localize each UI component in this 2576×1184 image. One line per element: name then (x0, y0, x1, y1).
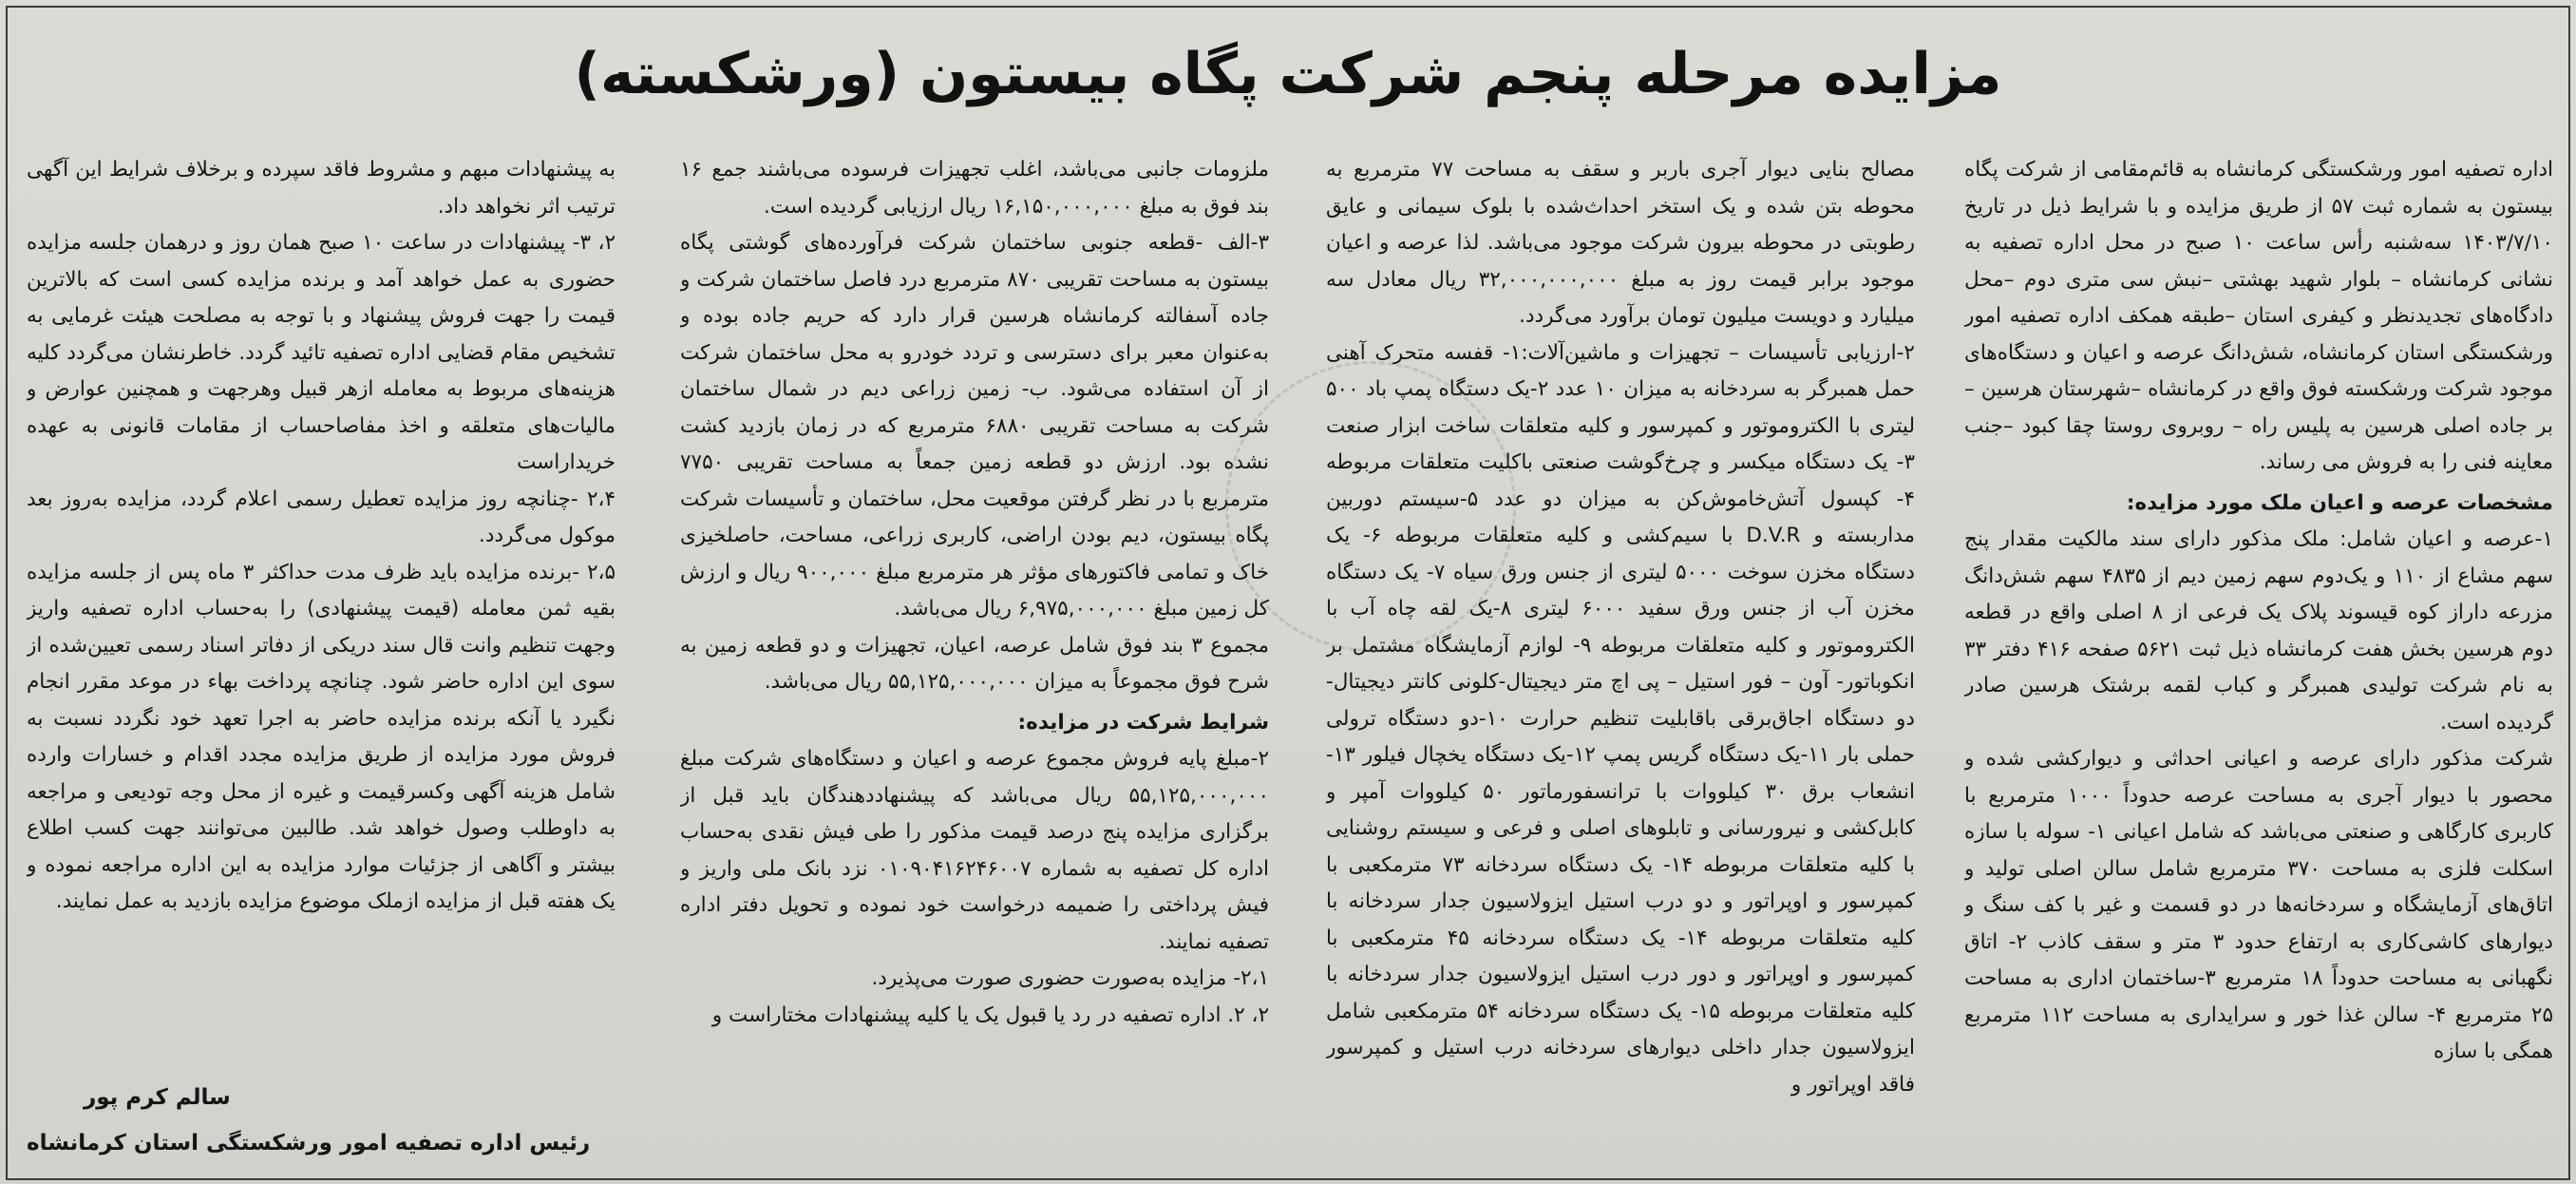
intro-paragraph: اداره تصفیه امور ورشکستگی کرمانشاه به قائم‌مقامی از شرکت پگاه بیستون به شماره ثبت ۵۷ از طریق مزایده و با شرایط ذیل در تاریخ ۱۴۰۳/۷/۱۰ سه‌شنبه رأس ساعت ۱۰ صبح در محل اداره تصفیه به نشانی کرمانشاه – بلوار شهید بهشتی –نبش سی متری دوم –محل دادگاه‌های تجدیدنظر و کیفری استان –طبقه همکف اداره تصفیه امور ورشکستگی استان کرمانشاه، شش‌دانگ عرصه و اعیان و دستگاه‌های موجود شرکت ورشکسته فوق واقع در کرمانشاه –شهرستان هرسین – بر جاده اصلی هرسین به پلیس راه – روبروی روستا چقا کبود –جنب معاینه فنی را به فروش می رساند. (1964, 158, 2553, 474)
signatory-name: سالم کرم پور (84, 1085, 231, 1110)
signatory-title: رئیس اداره تصفیه امور ورشکستگی استان کرمانشاه (27, 1131, 591, 1155)
grand-total-paragraph: مجموع ۳ بند فوق شامل عرصه، اعیان، تجهیزات و دو قطعه زمین به شرح فوق مجموعاً به میزان ۵۵,۱۲۵,۰۰۰,۰۰۰ ریال می‌باشد. (680, 633, 1269, 694)
vague-offers-paragraph: به پیشنهادات مبهم و مشروط فاقد سپرده و برخلاف شرایط این آگهی ترتیب اثر نخواهد داد. (27, 158, 616, 219)
column-4 (27, 152, 616, 1178)
column-2 (1326, 152, 1915, 1178)
conditions-heading: شرایط شرکت در مزایده: (1017, 710, 1269, 735)
column-3 (680, 152, 1269, 1178)
auction-title: مزایده مرحله پنجم شرکت پگاه بیستون (ورشکسته) (574, 41, 2002, 107)
land-plots-paragraph: ۳-الف -قطعه جنوبی ساختمان شرکت فرآورده‌های گوشتی پگاه بیستون به مساحت تقریبی ۸۷۰ مترمربع درد فاصل ساختمان شرکت و جاده آسفالته کرمانشاه هرسین قرار دارد که حریم جاده بوده و به‌عنوان معبر برای دسترسی و تردد خودرو به محل ساختمان شرکت از آن استفاده می‌شود. ب- زمین زراعی دیم در شمال ساختمان شرکت به مساحت تقریبی ۶۸۸۰ مترمربع که در زمان بازدید کشت نشده بود. ارزش دو قطعه زمین جمعاً به مساحت تقریبی ۷۷۵۰ مترمربع با در نظر گرفتن موقعیت محل، ساختمان و تأسیسات شرکت پگاه بیستون، دیم بودن اراضی، کاربری زراعی، مساحت، حاصلخیزی خاک و تمامی فاکتورهای مؤثر هر مترمربع مبلغ ۹۰۰,۰۰۰ ریال و ارزش کل زمین مبلغ ۶,۹۷۵,۰۰۰,۰۰۰ ریال می‌باشد. (680, 231, 1269, 621)
base-price-paragraph: ۲-مبلغ پایه فروش مجموع عرصه و اعیان و دستگاه‌های شرکت مبلغ ۵۵,۱۲۵,۰۰۰,۰۰۰ ریال می‌باشد که پیشنهاددهندگان باید قبل از برگزاری مزایده پنج درصد قیمت مذکور را طی فیش نقدی به‌حساب اداره کل تصفیه به شماره ۰۱۰۹۰۴۱۶۲۴۶۰۰۷ نزد بانک ملی واریز و فیش پرداختی را ضمیمه درخواست خود نموده و تحویل دفتر اداره تصفیه نمایند. (680, 747, 1269, 954)
opening-offers-paragraph: ۲، ۳- پیشنهادات در ساعت ۱۰ صبح همان روز و درهمان جلسه مزایده حضوری به عمل خواهد آمد و برنده مزایده کسی است که بالاترین قیمت را جهت فروش پیشنهاد و با توجه به مصلحت هیئت غرمایی به تشخیص مقام قضایی اداره تصفیه تائید گردد. خاطرنشان می‌گردد کلیه هزینه‌های مربوط به معامله ازهر قبیل وهرجهت و همچنین عوارض و مالیات‌های متعلقه و اخذ مفاصاحساب از مقامات قانونی به عهده خریداراست (27, 231, 616, 474)
equipment-list-paragraph: ۲-ارزیابی تأسیسات – تجهیزات و ماشین‌آلات:۱- قفسه متحرک آهنی حمل همبرگر به سردخانه به میزان ۱۰ عدد ۲-یک دستگاه پمپ باد ۵۰۰ لیتری با الکتروموتور و کمپرسور و کلیه متعلقات ساخت ابزار صنعت ۳- یک دستگاه میکسر و چرخ‌گوشت صنعتی باکلیت متعلقات مربوطه ۴- کپسول آتش‌خاموش‌کن به میزان دو عدد ۵-سیستم دوربین مداربسته و D.V.R با سیم‌کشی و کلیه متعلقات مربوطه ۶- یک دستگاه مخزن سوخت ۵۰۰۰ لیتری از جنس ورق سیاه ۷- یک دستگاه مخزن آب از جنس ورق سفید ۶۰۰۰ لیتری ۸-یک لقه چاه آب با الکتروموتور و کلیه متعلقات مربوطه ۹- لوازم آزمایشگاه مشتمل بر انکوباتور- آون – فور استیل – پی اچ متر دیجیتال-کلونی کانتر دیجیتال- دو دستگاه اجاق‌برقی باقابلیت تنظیم حرارت ۱۰-دو دستگاه ترولی حملی بار ۱۱-یک دستگاه گریس پمپ ۱۲-یک دستگاه یخچال فیلور ۱۳- انشعاب برق ۳۰ کیلووات با ترانسفورماتور ۵۰ کیلووات آمپر و کابل‌کشی و نیرورسانی و تابلوهای اصلی و فرعی و سیستم روشنایی با کلیه متعلقات مربوطه ۱۴- یک دستگاه سردخانه ۷۳ مترمکعبی با کمپرسور و اوپراتور و دو درب استیل ایزولاسیون جدار سردخانه با کلیه متعلقات مربوطه ۱۴- یک دستگاه سردخانه ۴۵ مترمکعبی با کمپرسور و اوپراتور و دور درب استیل ایزولاسیون جدار سردخانه با کلیه متعلقات مربوطه ۱۵- یک دستگاه سردخانه ۵۴ مترمکعبی شامل ایزولاسیون جدار داخلی دیوارهای سردخانه درب استیل و کمپرسور فاقد اوپراتور و (1326, 340, 1915, 1097)
property-specs-heading: مشخصات عرصه و اعیان ملک مورد مزایده: (2126, 490, 2553, 515)
buildings-description-paragraph: شرکت مذکور دارای عرصه و اعیانی احداثی و دیوارکشی شده و محصور با دیوار آجری به مساحت عرصه حدوداً ۱۰۰۰ مترمربع با کاربری کارگاهی و صنعتی می‌باشد که شامل اعیانی ۱- سوله با سازه اسکلت فلزی به مساحت ۳۷۰ مترمربع شامل سالن اصلی تولید و اتاق‌های آزمایشگاه و سردخانه‌ها در دو قسمت و غیر با کف سنگ و دیوارهای کاشی‌کاری به ارتفاع حدود ۳ متر و سقف کاذب ۲- اتاق نگهبانی به مساحت حدوداً ۱۸ مترمربع ۳-ساختمان اداری به مساحت ۲۵ مترمربع ۴- سالن غذا خور و سرایداری به مساحت ۱۱۲ مترمربع همگی با سازه (1964, 747, 2553, 1063)
valuation-paragraph: مصالح بنایی دیوار آجری باربر و سقف به مساحت ۷۷ مترمربع به محوطه بتن شده و یک استخر احداث‌شده با بلوک سیمانی و عایق رطوبتی در محوطه بیرون شرکت موجود می‌باشد. لذا عرصه و اعیان موجود برابر قیمت روز به مبلغ ۳۲,۰۰۰,۰۰۰,۰۰۰ ریال معادل سه میلیارد و دویست میلیون تومان برآورد می‌گردد. (1326, 158, 1915, 328)
land-description-paragraph: ۱-عرصه و اعیان شامل: ملک مذکور دارای سند مالکیت مقدار پنج سهم مشاع از ۱۱۰ و یک‌دوم سهم زمین دیم از ۴۸۳۵ سهم شش‌دانگ مزرعه داراز کوه قیسوند پلاک یک فرعی از ۸ اصلی واقع در قطعه دوم هرسین بخش هفت کرمانشاه ذیل ثبت ۵۶۲۱ صفحه ۴۱۶ دفتر ۳۳ به نام شرکت تولیدی همبرگر و کباب لقمه برشتک هرسین صادر گردیده است. (1964, 527, 2553, 735)
in-person-paragraph: ۲،۱- مزایده به‌صورت حضوری صورت می‌پذیرد. (871, 966, 1269, 990)
column-1 (1964, 152, 2553, 1178)
equipment-total-paragraph: ملزومات جانبی می‌باشد، اغلب تجهیزات فرسوده می‌باشند جمع ۱۶ بند فوق به مبلغ ۱۶,۱۵۰,۰۰۰,۰۰۰ ریال ارزیابی گردیده است. (680, 158, 1269, 219)
payment-deadline-paragraph: ۲،۵ -برنده مزایده باید ظرف مدت حداکثر ۳ ماه پس از جلسه مزایده بقیه ثمن معامله (قیمت پیشنهادی) را به‌حساب اداره تصفیه واریز وجهت تنظیم وانت قال سند دریکی از دفاتر اسناد رسمی تعیین‌شده از سوی این اداره حاضر شود. چنانچه پرداخت بهاء در موعد مقرر انجام نگیرد یا آنکه برنده مزایده حاضر به اجرا تعهد خود نگردد نسبت به فروش مورد مزایده از طریق مزایده مجدد اقدام و خسارات وارده شامل هزینه آگهی وکسرقیمت و غیره از محل وجه تودیعی و مراجعه به داوطلب وصول خواهد شد. طالبین می‌توانند جهت کسب اطلاع بیشتر و آگاهی از جزئیات موارد مزایده به این اداره مراجعه نموده و یک هفته قبل از مزایده ازملک موضوع مزایده بازدید به عمل نمایند. (27, 560, 616, 913)
rejection-paragraph: ۲، ۲. اداره تصفیه در رد یا قبول یک یا کلیه پیشنهادات مختاراست و (711, 1003, 1269, 1027)
holiday-paragraph: ۲،۴ -چنانچه روز مزایده تعطیل رسمی اعلام گردد، مزایده به‌روز بعد موکول می‌گردد. (27, 487, 616, 547)
